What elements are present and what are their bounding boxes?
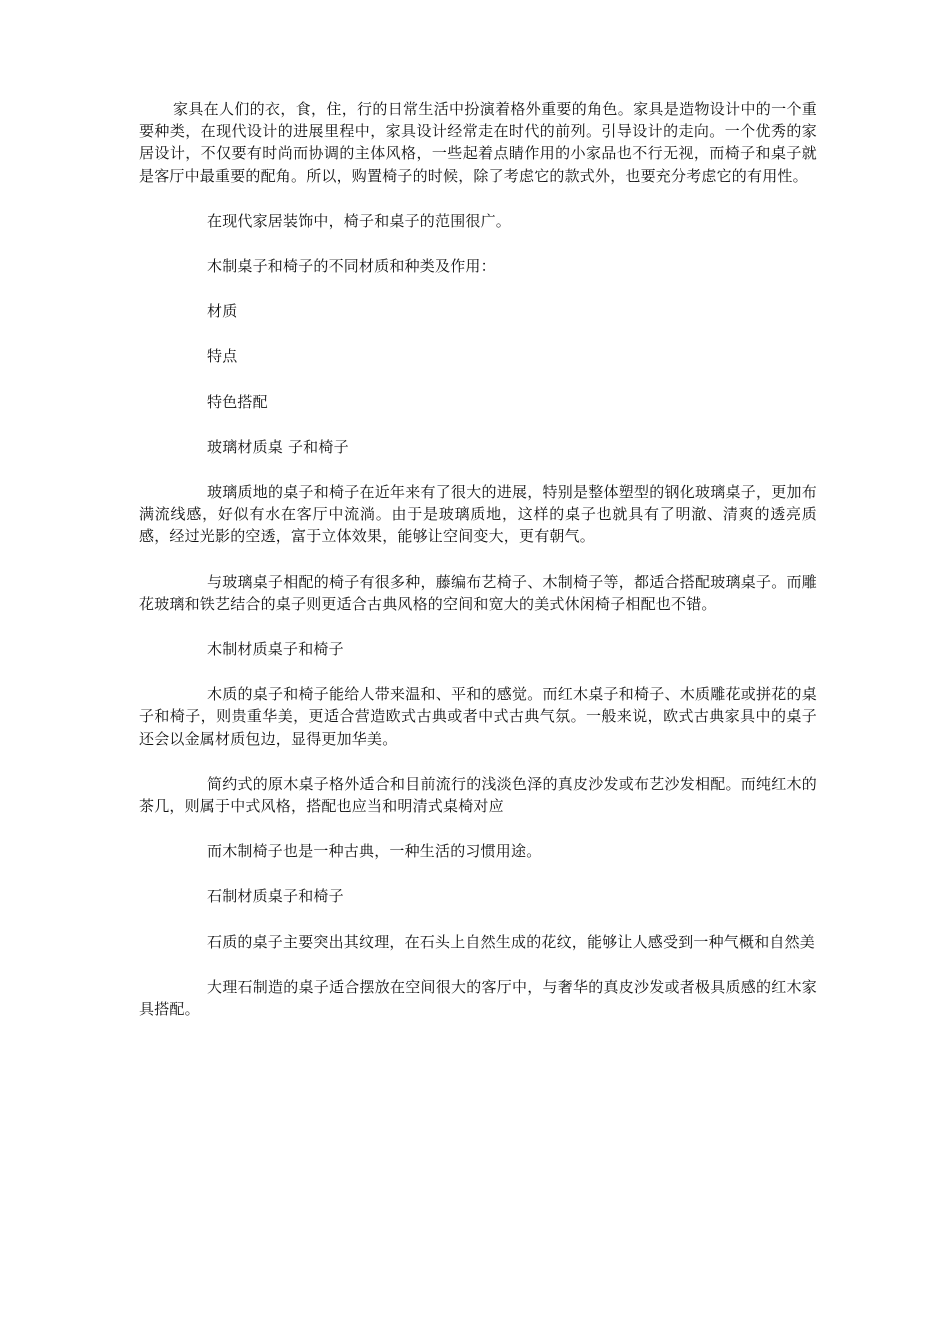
paragraph-wood-matching: 简约式的原木桌子格外适合和目前流行的浅淡色泽的真皮沙发或布艺沙发相配。而纯红木的茶几，则属于中式风格，搭配也应当和明清式桌椅对应 xyxy=(139,774,817,816)
section-heading-glass: 玻璃材质桌 子和椅子 xyxy=(207,437,349,456)
paragraph-wood-chair: 而木制椅子也是一种古典，一种生活的习惯用途。 xyxy=(207,842,542,861)
document-body xyxy=(139,98,817,1020)
paragraph-stone-matching: 大理石制造的桌子适合摆放在空间很大的客厅中，与奢华的真皮沙发或者极具质感的红木家具搭配。 xyxy=(139,977,817,1019)
paragraph-glass-matching: 与玻璃桌子相配的椅子有很多种，藤编布艺椅子、木制椅子等，都适合搭配玻璃桌子。而雕花玻璃和铁艺结合的桌子则更适合古典风格的空间和宽大的美式休闲椅子相配也不错。 xyxy=(139,572,817,613)
paragraph-wood-feature: 木质的桌子和椅子能给人带来温和、平和的感觉。而红木桌子和椅子、木质雕花或拼花的桌子和椅子，则贵重华美，更适合营造欧式古典或者中式古典气氛。一般来说，欧式古典家具中的桌子还会以金属材质包边，显得更加华美。 xyxy=(139,685,817,748)
section-heading-stone: 石制材质桌子和椅子 xyxy=(207,887,344,906)
table-header-matching: 特色搭配 xyxy=(207,392,268,411)
paragraph-glass-feature: 玻璃质地的桌子和椅子在近年来有了很大的进展，特别是整体塑型的钢化玻璃桌子，更加布满流线感，好似有水在客厅中流淌。由于是玻璃质地，这样的桌子也就具有了明澈、清爽的透亮质感，经过光影的空透，富于立体效果，能够让空间变大，更有朝气。 xyxy=(139,483,817,546)
paragraph-scope: 在现代家居装饰中，椅子和桌子的范围很广。 xyxy=(207,211,512,230)
paragraph-heading-types: 木制桌子和椅子的不同材质和种类及作用： xyxy=(207,257,496,276)
table-header-material: 材质 xyxy=(207,302,238,321)
paragraph-intro: 家具在人们的衣，食，住，行的日常生活中扮演着格外重要的角色。家具是造物设计中的一个重要种类，在现代设计的进展里程中，家具设计经常走在时代的前列。引导设计的走向。一个优秀的家居设计，不仅要有时尚而协调的主体风格，一些起着点睛作用的小家品也不行无视，而椅子和桌子就是客厅中最重要的配角。所以，购置椅子的时候，除了考虑它的款式外，也要充分考虑它的有用性。 xyxy=(139,100,817,185)
paragraph-stone-feature: 石质的桌子主要突出其纹理，在石头上自然生成的花纹，能够让人感受到一种气概和自然美 xyxy=(207,932,816,951)
table-header-feature: 特点 xyxy=(207,347,238,366)
section-heading-wood: 木制材质桌子和椅子 xyxy=(207,640,344,659)
